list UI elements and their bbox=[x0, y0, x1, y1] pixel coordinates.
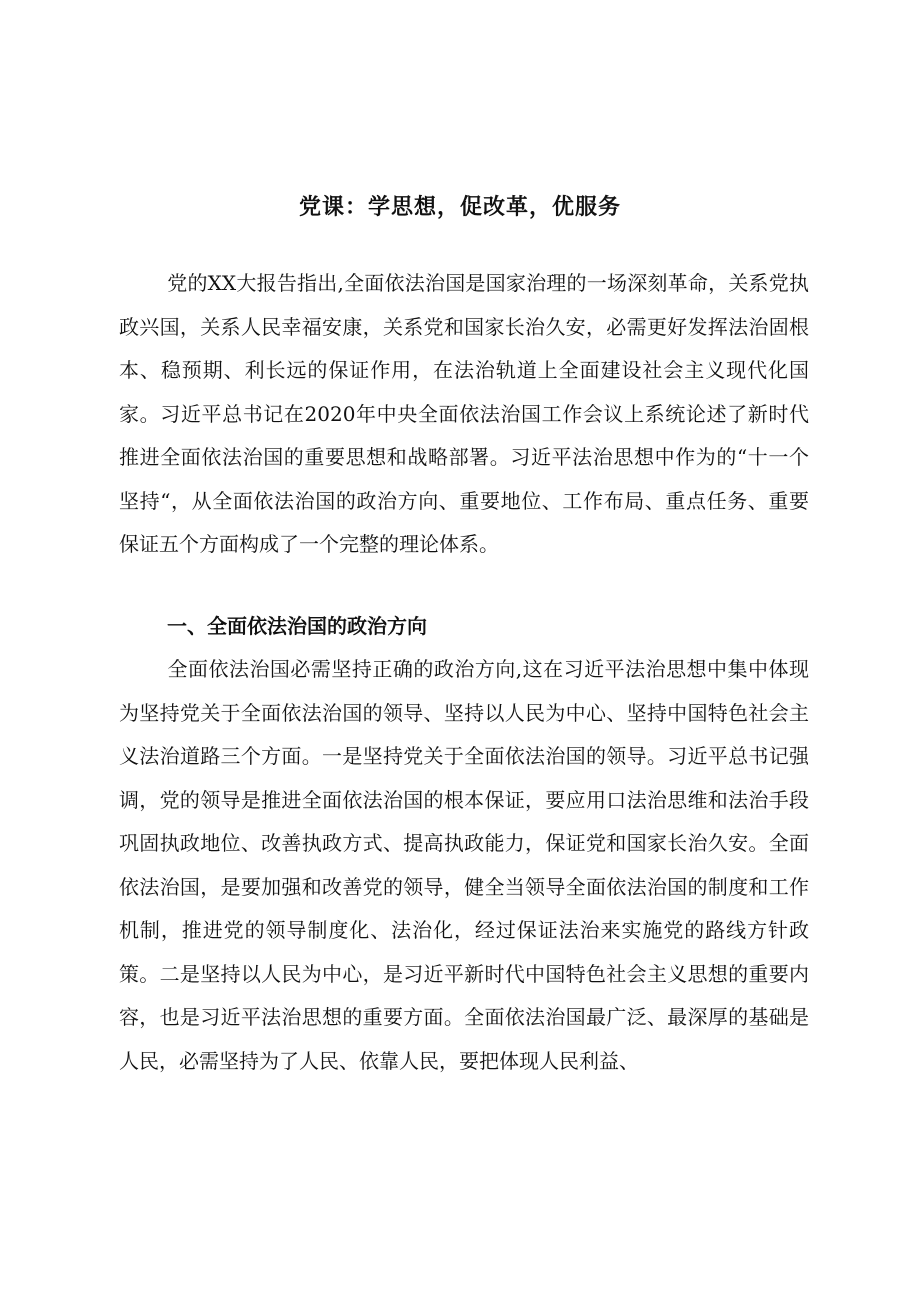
paragraph-intro-text: 党的XX大报告指出,全面依法治国是国家治理的一场深刻革命，关系党执政兴国，关系人民幸福安康，关系党和国家长治久安，必需更好发挥法治固根本、稳预期、利长远的保证作用，在法治轨道上全面建设社会主义现代化国家。习近平总书记在2020年中央全面依法治国工作会议上系统论述了新时代推进全面依法治国的重要思想和战略部署。习近平法治思想中作为的“十一个坚持“，从全面依法治国的政治方向、重要地位、工作布局、重点任务、重要保证五个方面构成了一个完整的理论体系。 bbox=[119, 271, 809, 556]
section-heading-political-direction: 一、全面依法治国的政治方向 bbox=[167, 614, 427, 638]
document-title: 党课：学思想，促改革，优服务 bbox=[298, 195, 621, 220]
paragraph-intro bbox=[119, 262, 809, 567]
paragraph-political-direction-text: 全面依法治国必需坚持正确的政治方向,这在习近平法治思想中集中体现为坚持党关于全面依法治国的领导、坚持以人民为中心、坚持中国特色社会主义法治道路三个方面。一是坚持党关于全面依法治国的领导。习近平总书记强调，党的领导是推进全面依法治国的根本保证，要应用口法治思维和法治手段巩固执政地位、改善执政方式、提高执政能力，保证党和国家长治久安。全面依法治国，是要加强和改善党的领导，健全当领导全面依法治国的制度和工作机制，推进党的领导制度化、法治化，经过保证法治来实施党的路线方针政策。二是坚持以人民为中心，是习近平新时代中国特色社会主义思想的重要内容，也是习近平法治思想的重要方面。全面依法治国最广泛、最深厚的基础是人民，必需坚持为了人民、依靠人民，要把体现人民利益、 bbox=[119, 657, 809, 1073]
paragraph-political-direction bbox=[119, 648, 809, 1083]
